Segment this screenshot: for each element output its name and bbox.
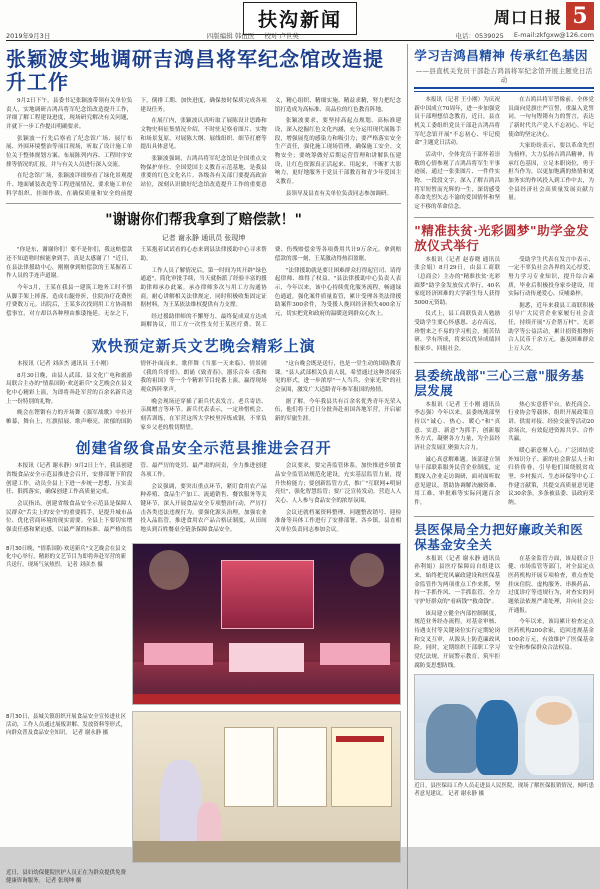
photo-caption: 近日，县医保局工作人员走进县人民医院，现场了解医保报销情况，倾听患者意见建议。 记者 谢永静 摄 [414, 783, 594, 798]
paragraph: 晚会在铿锵有力的开场舞《强军战歌》中拉开帷幕，舞台上，红旗招展、歌声嘹亮，浓郁的国防情怀扑面而来。歌伴舞《当那一天来临》、情景剧《我的兵哥哥》、朗诵《致青春》、器乐合奏《我和我的祖国》等一个个精彩节目轮番上演，赢得现场观众阵阵掌声。 [6, 361, 267, 426]
stage-spotlight [350, 553, 384, 587]
paragraph: 仪式上，县工商联负责人勉励受助学生要心怀感恩、志存高远，珍惜来之不易的学习机会，刻苦钻研、学有所成，将来以优异成绩回报家乡、回报社会。 [414, 311, 501, 353]
left-column [6, 44, 401, 889]
masthead-title: 扶沟新闻 [243, 2, 357, 35]
paragraph: 本报讯（记者 王小刚）为庆祝新中国成立70周年，进一步加强党员干部理想信念教育，近日，县直机关工委组织党员干部赴吉鸿昌将军纪念馆开展"不忘初心、牢记使命"主题党日活动。 [414, 97, 501, 147]
section2-body [6, 360, 401, 432]
byline: 本报讯（记者 谢永静）9月2日上午，我县创建省级食品安全示范县推进会召开，安排部署下阶段创建工作，动员全县上下进一步统一思想、压实责任、狠抓落实，确保创建工作高质量完成。 [6, 463, 133, 496]
email-text: E-mail:zkfgxw@126.com [513, 30, 594, 39]
editor-credit: 四版编辑 韩伍医 [206, 31, 255, 40]
photo2-caption-col [6, 711, 126, 863]
photo-block-3 [6, 867, 401, 889]
paragraph: 经过援助律师的不懈努力，最终促成双方达成调解协议，用工方一次性支付王某医疗费、误工费、伤残赔偿金等各项费用共计9万余元。拿到赔偿款的那一刻，王某激动得热泪盈眶。 [140, 247, 402, 329]
topbar-middle [207, 31, 299, 40]
paragraph: 暖心新意聚人心。广泛团结党外知识分子、新的社会阶层人士和归侨侨眷，引导他们围绕脱贫攻坚、乡村振兴、生态环保等中心工作建言献策，共提交高质量意见建议30余条，多条被县委、县政府采纳。 [508, 448, 594, 506]
paragraph: 会议指出，创建省级食品安全示范县是保障人民群众"舌尖上的安全"的重要抓手，是提升城市品位、优化营商环境的现实需要。全县上下要切实增强责任感和紧迫感，以最严谨的标准、最严格的监管、最严厉的处罚、最严肃的问责，全力推进创建各项工作。 [6, 463, 267, 533]
paper-name: 周口日报 [493, 7, 562, 27]
page-number: 5 [566, 2, 594, 30]
section3-headline: 创建省级食品安全示范县推进会召开 [75, 439, 332, 458]
page-columns [0, 41, 600, 889]
right-article3-body [414, 401, 594, 511]
exhibit-panel [224, 727, 274, 807]
right-article2-headline: "精准扶贫·光彩圆梦"助学金发放仪式举行 [414, 222, 590, 253]
right-article4-body [414, 555, 594, 671]
photo-block-2 [6, 711, 401, 863]
quote-byline: 记者 谢永静 通讯员 张现坤 [161, 234, 246, 243]
stage-spotlight [149, 550, 189, 590]
paragraph: 据悉，近年来我县工商联积极引导广大民营企业家履行社会责任，持续开展"万企帮万村"、光彩助学等公益活动，累计捐资捐物折合人民币千余万元，惠及困难群众上万人次。 [508, 302, 594, 353]
paragraph: 会议还就档案资料整理、问题整改销号、迎检准备等具体工作进行了安排部署。各乡镇、县直相关单位负责同志参加会议。 [274, 509, 402, 533]
paragraph: 张颖波强调，吉鸿昌将军纪念馆是全国重点文物保护单位、全国爱国主义教育示范基地，是我县重要的红色文化名片。各级各有关部门要提高政治站位，深刻认识做好纪念馆改造提升工作的重要意义，精心组织、精细实施、精益求精，努力把纪念馆打造成为高标准、高品位的红色教育阵地。 [140, 98, 402, 188]
paragraph: 在吉鸿昌将军塑像前，全体党员面向党旗庄严宣誓，重温入党誓词。一句句铿锵有力的誓言，表达了新时代共产党人不忘初心、牢记使命的坚定决心。 [508, 97, 594, 138]
right-article1-body [414, 96, 594, 212]
paragraph: 据了解，今年我县共有百余名优秀青年光荣入伍，他们将于近日分批奔赴祖国各地军营，开启崭新的军旅生涯。 [274, 398, 402, 423]
masthead-right [494, 2, 594, 30]
paragraph: "这台晚会既是送行，也是一堂生动的国防教育课。"县人武部相关负责人说，希望通过这种喜闻乐见的形式，进一步浓厚"一人当兵、全家光荣"的社会氛围，激发广大适龄青年参军报国的热情。 [274, 361, 402, 394]
paragraph: "你是东，谢谢你们！要不是你们，我这赔偿款还不知道啥时候能拿到手，真是太感谢了！"近日，在县法律援助中心，刚刚拿到赔偿款的王某握着工作人员的手连声道谢。 [6, 247, 133, 280]
paragraph: 9月2日下午，县委书记张颖波带领有关单位负责人，实地调研吉鸿昌将军纪念馆改造提升工作，详细了解工程建设进度，现场研究解决有关问题，并就下一步工作提出明确要求。 [6, 98, 133, 130]
paragraph: 今年3月，王某在我县一建筑工地务工时不慎从脚手架上摔落，造成右腿骨折，住院治疗花费医疗费数万元。出院后，王某多次找到用工方协商赔偿事宜，对方却以各种理由推诿拖延。无奈之下，王某抱着试试看的心态来到县法律援助中心寻求帮助。 [6, 247, 267, 317]
divider [414, 217, 594, 218]
phone-text: 电话：0539025 [455, 31, 504, 40]
paragraph: 在纪念馆广场，张颖波详细察看了绿化景观提升、地面铺装改造等工程进展情况，要求施工单位科学组织、挂图作战，在确保质量和安全的前提下，倒排工期、加快进度，确保按时保质完成各项建设任务。 [6, 98, 267, 197]
paragraph: 诚心真意解难题。该部建立领导干部联系服务民营企业制度，定期深入企业走访调研，面对面听取意见建议，帮助协调解决融资难、用工难、审批难等实际问题百余件。 [414, 456, 501, 506]
divider [6, 203, 401, 204]
person-patient [426, 704, 479, 773]
topbar [0, 28, 600, 42]
person-staff-blue [476, 700, 519, 775]
paragraph: 在基金监管方面，该局联合卫健、市场监管等部门，对全县定点医药机构开展专项检查，重点查处挂床住院、虚构服务、串换药品、过度诊疗等违规行为，对查实的问题依法依规严肃处理，并向社会公开通报。 [508, 555, 594, 614]
photo-stage-performance [132, 543, 401, 705]
paragraph: 本报讯（记者 赵春晓 通讯员 张会娟）8月29日，由县工商联（总商会）主办的"精准扶贫·光彩圆梦"助学金发放仪式举行，40名家庭经济困难的大学新生每人获得5000元资助。 [414, 256, 501, 306]
divider [414, 362, 594, 363]
right-article4-headline: 县医保局全力把好廉政关和医保基金安全关 [414, 521, 584, 552]
proofreader-credit: 校对 卢世英 [264, 31, 299, 40]
lead-headline: 张颖波实地调研吉鸿昌将军纪念馆改造提升工作 [6, 47, 384, 94]
photo-caption: 近日，县妇幼保健院医护人员正在为群众提供免费健康咨询服务。 记者 张现坤 摄 [6, 869, 126, 884]
exhibit-panel [277, 727, 327, 807]
byline: 本报讯（记者 刘彦杰 通讯员 王小刚） [17, 361, 112, 368]
paragraph: 工作人员了解情况后，第一时间为其开辟"绿色通道"，简化审批手续，当天就指派了经验丰富的援助律师承办此案。承办律师多次与用工方沟通协商，耐心讲解相关法律规定，同时积极收集固定证据材料，为王某依法维权提供有力支撑。 [140, 267, 267, 309]
right-article2-body [414, 256, 594, 357]
right-article3-headline: 县委统战部"三心三意"服务基层发展 [414, 367, 585, 398]
section3-body [6, 462, 401, 536]
paragraph: 今年以来，该局累计检查定点医药机构200余家，追回违规基金100余万元，有效维护了医保基金安全和参保群众合法权益。 [508, 619, 594, 652]
divider [414, 516, 594, 517]
right-article1-subhead: ——县直机关党员干部赴吉鸿昌将军纪念馆开展主题党日活动 [415, 67, 593, 84]
topbar-contact [455, 31, 594, 40]
issue-date: 2019年9月3日 [6, 31, 51, 40]
masthead [0, 0, 600, 40]
quote-article-body [6, 246, 401, 330]
paragraph: 受助学生代表在发言中表示，一定不辜负社会各界的关心厚爱，努力学习专业知识，提升综合素质，毕业后积极投身家乡建设，用实际行动传递爱心、反哺桑梓。 [508, 256, 594, 298]
paragraph: 大家纷纷表示，要以革命先烈为榜样，大力弘扬吉鸿昌精神，传承红色基因，立足本职岗位，勇于担当作为，以更加饱满的热情和更加务实的作风投入到工作中去，为全县经济社会高质量发展贡献力量。 [508, 143, 594, 202]
choir-group-center [229, 643, 304, 672]
stage-apron [133, 694, 400, 704]
stage-screen [221, 560, 314, 629]
paragraph: 会议强调，要突出重点环节，紧盯食用农产品种养殖、食品生产加工、流通销售、餐饮服务等关键环节，深入开展食品安全专项整治行动，严厉打击各类违法违规行为。要强化源头治理，加强农业投入品监管，推进食用农产品合格证制度，从田间地头到百姓餐桌全链条保障食品安全。 [140, 483, 267, 533]
paragraph: 县领导及县直有关单位负责同志参加调研。 [285, 190, 393, 197]
ground-strip [133, 841, 400, 862]
photo-food-safety-exhibit [132, 711, 401, 863]
right-column [407, 44, 594, 889]
paragraph: 晚会现场还穿插了新兵代表发言、老兵寄语、亲属赠言等环节。新兵代表表示，一定珍惜机会、刻苦训练，在军营这所大学校里淬炼成钢，不辜负家乡父老的殷切期望。 [140, 398, 267, 431]
paragraph: 本报讯（记者 王小刚 通讯员 李志强）今年以来，县委统战部坚持以"诚心、热心、暖心"和"真意、实意、新意"为抓手，创新服务方式，凝聚各方力量，为全县经济社会发展汇聚强大合力。 [414, 401, 501, 452]
section2-headline: 欢快预定新兵文艺晚会精彩上演 [91, 337, 316, 356]
photo1-caption-col [6, 543, 126, 705]
person-figure [160, 760, 203, 853]
paragraph: 本报讯（记者 谢永静 通讯员 孙利娟）县医疗保障局自组建以来，始终把党风廉政建设和医保基金监管作为两项重点工作来抓，坚持一手抓作风、一手抓监管，全力守护好群众的"看病钱""救命钱"。 [414, 555, 501, 605]
photo-hospital-visit [414, 674, 594, 780]
quote-headline: "谢谢你们帮我拿到了赔偿款！" [105, 212, 302, 229]
paragraph: 会议要求，要完善监管体系，加快推进乡镇食品安全监管站规范化建设，充实基层监管力量，提升快检能力；要创新监管方式，推广"互联网+明厨亮灶"，强化智慧监管；要广泛宣传发动，营造人人关心、人人参与食品安全的浓厚氛围。 [274, 463, 402, 504]
paragraph: 活动中，全体党员干部怀着崇敬的心情参观了吉鸿昌将军生平事迹展，通过一张张图片、一件件实物、一段段文字，深入了解吉鸿昌将军短暂而光辉的一生，深切感受革命先烈矢志不渝的爱国情怀和坚定不移的革命信念。 [414, 151, 501, 210]
divider-double [414, 87, 594, 92]
photo-caption: 8月30日，县城关镇组织开展食品安全宣传进社区活动，工作人员通过展板讲解、发放资料等形式，向群众普及食品安全知识。 记者 谢永静 摄 [6, 713, 126, 736]
paragraph: 在展厅内，张颖波认真听取了展陈设计思路和文物史料征集情况介绍，不时驻足察看图片、实物和场景复原，对展陈大纲、展线组织、细节打磨等提出具体意见。 [140, 118, 267, 151]
paragraph: "法律援助就是要让困难群众打得起官司、请得起律师、维得了权益。"县法律援助中心负责人表示，今年以来，该中心持续优化服务流程，畅通绿色通道，强化案件质量监管，累计受理各类法律援助案件300余件，为受援人挽回经济损失400余万元，切实把党和政府的温暖送到群众心坎上。 [274, 267, 402, 317]
choir-group-right [320, 643, 389, 665]
face-shape [536, 702, 572, 725]
photo-block-1 [6, 543, 401, 705]
photo3-caption-col [6, 867, 126, 889]
photo-caption: 8月30日晚，"情系国防·欢送新兵"文艺晚会在县文化中心举行，精彩的文艺节目为即将奔赴军营的新兵送行，现场气氛热烈。 记者 刘彦杰 摄 [6, 545, 126, 568]
paragraph: 张颖波要求，要坚持高起点规划、高标准建设，深入挖掘红色文化内涵，充分运用现代展陈手段，增强展览的感染力和吸引力；要严格落实安全生产责任，强化施工现场管理，确保施工安全、文物安全；要统筹做好后期运营管理和讲解队伍建设，让红色资源真正活起来、用起来，不断扩大影响力，更好地服务于党员干部教育和青少年爱国主义教育。 [274, 118, 402, 185]
lead-article-body [6, 97, 401, 198]
paragraph: 该局建立健全内部控制制度，规范业务经办流程，对基金审核、待遇支付等关键岗位实行定期轮岗和交叉互审，从源头上防范廉政风险。同时，定期组织干部职工学习党纪法规，开展警示教育，筑牢拒腐防变思想防线。 [414, 610, 501, 669]
paragraph: 8月30日晚，由县人武部、县文化广电和旅游局联合主办的"情系国防·欢送新兵"文艺晚会在县文化中心精彩上演，为即将奔赴军营的百余名新兵送上一份特别的礼物。 [6, 372, 133, 405]
paragraph: 张颖波一行先后察看了纪念馆广场、展厅布展、外围环境整治等项目现场，听取了设计施工单位关于整体规划方案、布展陈列内容、工程时序安排等情况的汇报，并与有关人员进行深入交流。 [6, 135, 133, 168]
paragraph: 热心实意搭平台。依托商会、行业协会等载体，组织开展政策宣讲、供需对接、经验交流等活动20余场次，有效促进资源共享、合作共赢。 [508, 401, 594, 443]
choir-group-left [144, 643, 213, 665]
right-article1-headline: 学习吉鸿昌精神 传承红色基因 [414, 48, 589, 63]
exhibit-banner [336, 736, 384, 742]
